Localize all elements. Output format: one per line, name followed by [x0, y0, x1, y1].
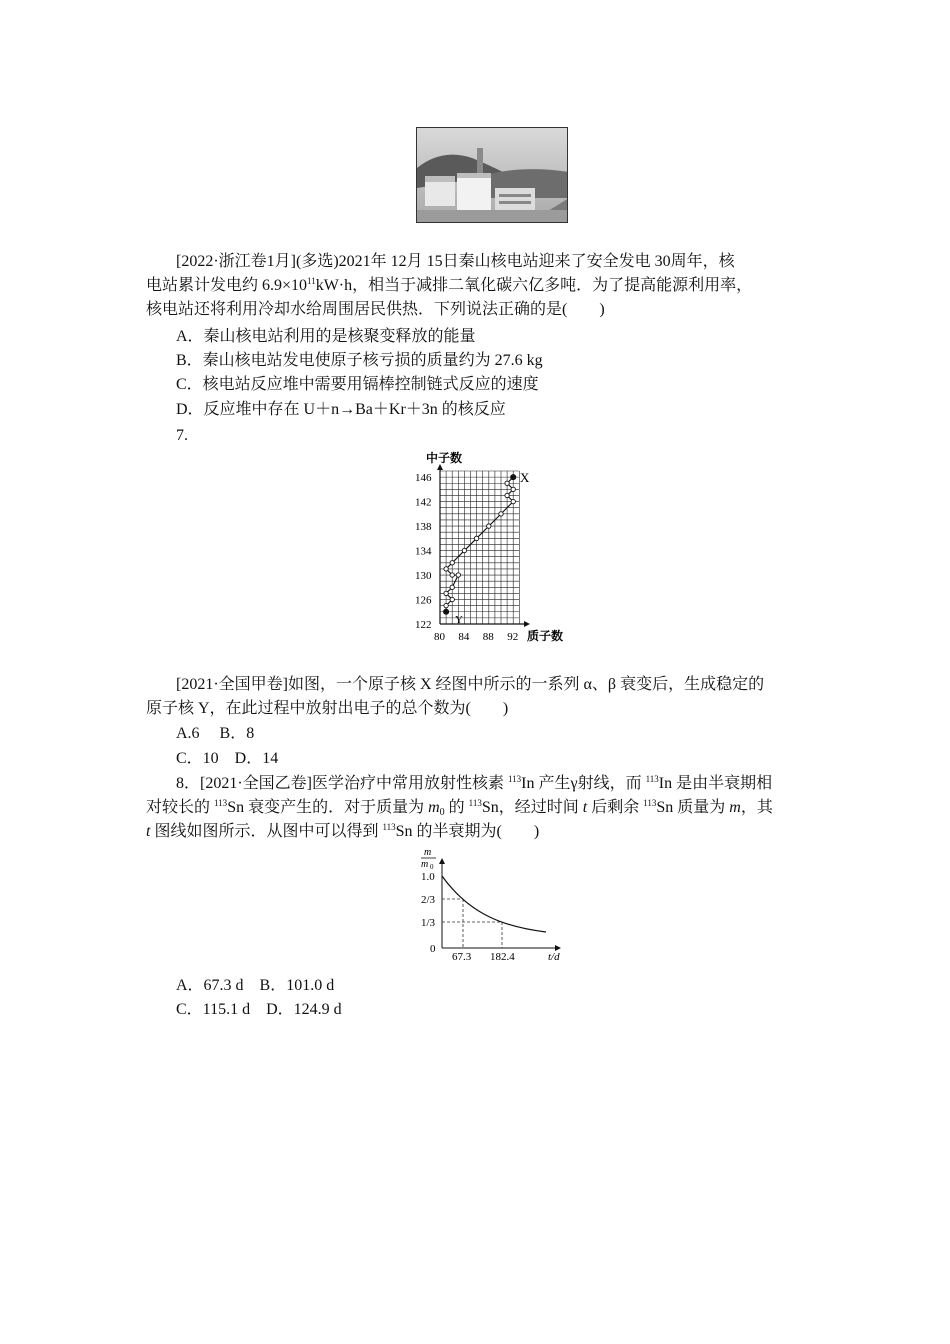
decay-chain-point — [462, 548, 466, 552]
q8-options-cd: C．115.1 d D．124.9 d — [176, 1001, 342, 1018]
curve-xtick-67: 67.3 — [452, 951, 472, 963]
decay-chart-xtick: 84 — [458, 631, 470, 643]
curve-ytick-1-3: 1/3 — [421, 917, 436, 929]
decay-chart-xtick: 92 — [507, 631, 519, 643]
q8-line2: 对较长的 $^{113}$Sn 衰变产生的．对于质量为 $m_0$ 的 $^{113}$Sn，经过时间 t 后剩余 $^{113}$Sn 质量为 m，其 — [146, 798, 773, 818]
decay-chain-point — [450, 585, 454, 589]
decay-chain-point — [450, 573, 454, 577]
decay-chain-point — [511, 487, 515, 491]
decay-chart-ytick: 122 — [415, 619, 432, 631]
decay-chart-xtick: 80 — [434, 631, 445, 643]
decay-chart-ytick: 126 — [415, 594, 432, 607]
decay-curve-chart — [410, 843, 575, 963]
decay-chain-point — [444, 567, 448, 571]
decay-curve — [442, 876, 546, 932]
q8-stem — [146, 772, 806, 844]
decay-chain-point — [450, 561, 454, 565]
decay-chain-point — [450, 597, 454, 601]
q6-line2: 电站累计发电约 $6.9\times 10^{11}kW\cdot h$，相当于减排二氧化碳六亿多吨．为了提高能源利用率， — [146, 276, 753, 294]
curve-ylabel-den-sub: 0 — [430, 863, 434, 871]
decay-chain-chart — [405, 446, 580, 651]
decay-chain-point — [505, 493, 509, 497]
q7-options-ab: A.6 B．8 — [176, 725, 255, 742]
curve-xlabel: t/d — [548, 951, 560, 963]
q6-option-d: D．反应堆中存在 U＋n→Ba＋Kr＋3n 的核反应 — [176, 401, 506, 418]
curve-ytick-0: 0 — [430, 943, 436, 955]
q6-option-c: C．核电站反应堆中需要用镉棒控制链式反应的速度 — [176, 376, 539, 393]
decay-chain-point — [505, 481, 509, 485]
q8-options-ab: A．67.3 d B．101.0 d — [176, 977, 335, 994]
q6-option-a: A．秦山核电站利用的是核聚变释放的能量 — [176, 328, 476, 345]
q6-option-b: B．秦山核电站发电使原子核亏损的质量约为 27.6 kg — [176, 352, 543, 369]
q7-stem — [146, 673, 806, 721]
decay-chain-point — [487, 524, 491, 528]
decay-chain-point — [444, 609, 449, 614]
decay-chart-xtick: 88 — [482, 631, 494, 643]
q6-line1: [2022·浙江卷1月](多选)2021年 12月 15日秦山核电站迎来了安全发电 30周年，核 — [176, 253, 735, 270]
curve-ytick-1: 1.0 — [421, 871, 435, 883]
decay-chart-ylabel: 中子数 — [426, 451, 463, 465]
decay-chart-ytick: 130 — [415, 570, 432, 583]
decay-chain-point — [444, 603, 448, 607]
q7-line1: [2021·全国甲卷]如图，一个原子核 X 经图中所示的一系列 α、β 衰变后，生成稳定的 — [176, 676, 765, 693]
curve-y-arrow — [439, 858, 445, 864]
q7-number: 7. — [176, 427, 188, 444]
decay-chart-ytick: 142 — [415, 496, 432, 509]
curve-xtick-182: 182.4 — [490, 951, 515, 963]
q7-line2: 原子核 Y，在此过程中放射出电子的总个数为( ) — [146, 700, 509, 717]
decay-chart-ytick: 146 — [415, 472, 432, 485]
decay-chart-ytick: 138 — [415, 521, 432, 534]
curve-ylabel-num: m — [424, 847, 432, 858]
decay-chain-point — [474, 536, 478, 540]
decay-chain-point — [511, 475, 516, 480]
decay-chain-point — [499, 512, 503, 516]
curve-ylabel-den: m — [421, 859, 429, 870]
decay-chain-point — [511, 499, 515, 503]
q6-line3: 核电站还将利用冷却水给周围居民供热．下列说法正确的是( ) — [146, 301, 605, 318]
decay-chart-ticks — [415, 472, 518, 643]
nuclear-station-photo — [416, 127, 568, 223]
q6-stem — [146, 250, 806, 322]
decay-chart-y-label: Y — [455, 614, 463, 626]
decay-chart-ytick: 134 — [415, 545, 432, 558]
curve-ytick-2-3: 2/3 — [421, 894, 436, 906]
decay-chain-point — [444, 591, 448, 595]
decay-chart-x-arrow — [524, 621, 530, 627]
q8-line3: t 图线如图所示．从图中可以得到 $^{113}$Sn 的半衰期为( ) — [146, 822, 540, 840]
decay-chain-point — [456, 573, 460, 577]
decay-chart-x-label: X — [520, 470, 530, 485]
decay-chart-xlabel: 质子数 — [527, 629, 564, 643]
q8-line1: 8．[2021·全国乙卷]医学治疗中常用放射性核素 $^{113}$In 产生γ射线，而 $^{113}$In 是由半衰期相 — [176, 774, 773, 792]
decay-chart-grid — [437, 464, 530, 627]
q7-options-cd: C．10 D．14 — [176, 750, 279, 767]
